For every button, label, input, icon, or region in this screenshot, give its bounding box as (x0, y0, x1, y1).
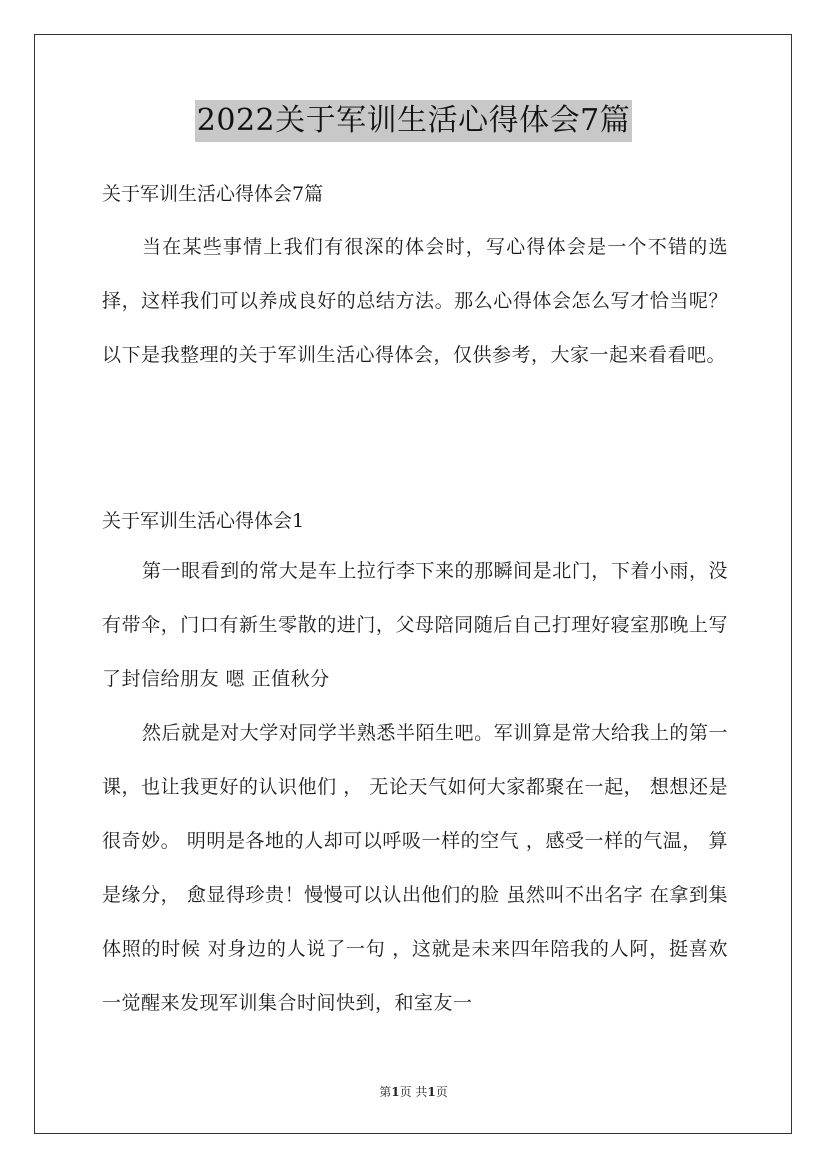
section-1-paragraph-2: 然后就是对大学对同学半熟悉半陌生吧。军训算是常大给我上的第一课，也让我更好的认识他们 ， 无论天气如何大家都聚在一起， 想想还是很奇妙。 明明是各地的人却可以呼吸一样的空气 ，感受一样的气温， 算是缘分， 愈显得珍贵！慢慢可以认出他们的脸 虽然叫不出名字 在拿到集体照的时候 对身边的人说了一句 ，这就是未来四年陪我的人阿，挺喜欢一觉醒来发现军训集合时间快到，和室友一 (102, 722, 728, 1014)
footer-page-suffix: 页 (435, 1085, 448, 1099)
title-container (0, 100, 827, 142)
intro-paragraph: 当在某些事情上我们有很深的体会时，写心得体会是一个不错的选择，这样我们可以养成良好的总结方法。那么心得体会怎么写才恰当呢？以下是我整理的关于军训生活心得体会，仅供参考，大家一起来看看吧。 (102, 236, 728, 366)
document-title: 2022关于军训生活心得体会7篇 (195, 100, 632, 142)
document-subtitle: 关于军训生活心得体会7篇 (102, 183, 324, 205)
section-1-paragraph-1: 第一眼看到的常大是车上拉行李下来的那瞬间是北门，下着小雨，没有带伞，门口有新生零散的进门，父母陪同随后自己打理好寝室那晚上写了封信给朋友 嗯 正值秋分 (102, 560, 728, 690)
section-1-heading: 关于军训生活心得体会1 (102, 510, 305, 532)
footer-page-mid: 页 共 (399, 1085, 428, 1099)
footer-page-prefix: 第 (379, 1085, 392, 1099)
page-footer (0, 1084, 827, 1100)
footer-page-number: 1 (391, 1085, 400, 1099)
footer-page-total: 1 (427, 1085, 436, 1099)
